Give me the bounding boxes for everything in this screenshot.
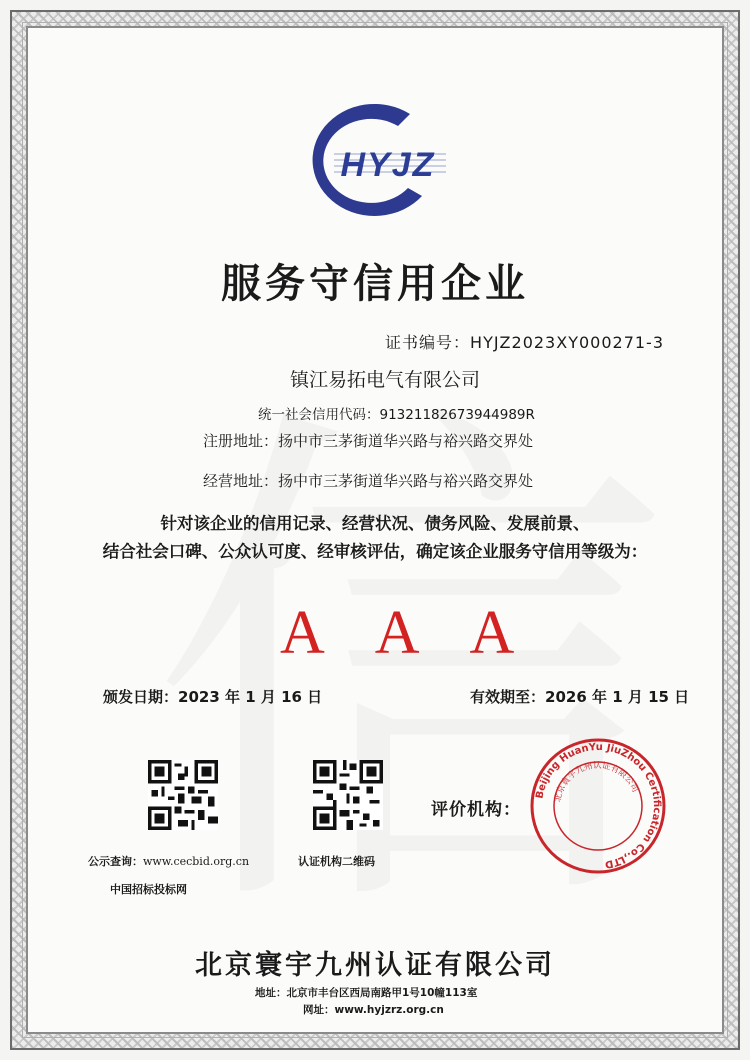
issue-date	[103, 686, 322, 707]
operating-address-value: 扬中市三茅街道华兴路与裕兴路交界处	[278, 472, 534, 490]
certificate-number-value: HYJZ2023XY000271-3	[470, 333, 664, 352]
credit-code-label: 统一社会信用代码：	[258, 407, 380, 423]
issue-date-label: 颁发日期：	[103, 688, 179, 706]
qr-code-certifier[interactable]	[313, 760, 383, 830]
statement-line-2: 结合社会口碑、公众认可度、经审核评估，确定该企业服务守信用等级为：	[102, 542, 648, 561]
issuer-address-label: 地址：	[255, 987, 287, 999]
expiry-date	[470, 686, 689, 707]
registered-address-label: 注册地址：	[203, 432, 279, 450]
expiry-date-label: 有效期至：	[470, 688, 546, 706]
logo-text: HYJZ	[340, 146, 436, 184]
issuer-name: 北京寰宇九州认证有限公司	[195, 950, 555, 981]
svg-text:北京寰宇九州认证有限公司	[552, 760, 640, 803]
issuer-address	[255, 985, 555, 1000]
statement-line-1: 针对该企业的信用记录、经营状况、债务风险、发展前景、	[160, 514, 590, 533]
registered-address-value: 扬中市三茅街道华兴路与裕兴路交界处	[278, 432, 534, 450]
issue-date-value: 2023 年 1 月 16 日	[178, 688, 323, 706]
credit-code-value: 91321182673944989R	[379, 407, 535, 423]
qr-right-caption: 认证机构二维码	[298, 855, 375, 868]
issuer-address-value: 北京市丰台区西局南路甲1号10幢113室	[286, 987, 478, 999]
credit-rating: AAA	[280, 599, 565, 667]
qr-left-caption: 中国招标投标网	[110, 883, 187, 896]
certificate-number	[300, 330, 664, 353]
issuer-website	[303, 1002, 603, 1017]
public-query-url[interactable]: www.cecbid.org.cn	[143, 855, 250, 868]
operating-address	[203, 470, 533, 491]
seal-outer-text: Beijing HuanYu JiuZhou Certification Co.,LTD	[534, 741, 663, 870]
operating-address-label: 经营地址：	[203, 472, 279, 490]
certificate-number-label: 证书编号：	[385, 333, 471, 352]
hyjz-logo	[290, 96, 460, 226]
certification-seal	[528, 736, 668, 876]
public-query	[88, 853, 249, 869]
seal-inner-text: 北京寰宇九州认证有限公司	[553, 760, 641, 804]
credit-code	[258, 403, 535, 423]
issuer-website-label: 网址：	[303, 1004, 335, 1016]
public-query-label: 公示查询：	[88, 855, 143, 868]
issuer-website-value[interactable]: www.hyjzrz.org.cn	[334, 1004, 444, 1016]
expiry-date-value: 2026 年 1 月 15 日	[545, 688, 690, 706]
registered-address	[203, 430, 533, 451]
qr-code-query[interactable]	[148, 760, 218, 830]
evaluator-label: 评价机构：	[431, 800, 521, 820]
page-title: 服务守信用企业	[221, 261, 529, 307]
company-name: 镇江易拓电气有限公司	[290, 369, 481, 391]
